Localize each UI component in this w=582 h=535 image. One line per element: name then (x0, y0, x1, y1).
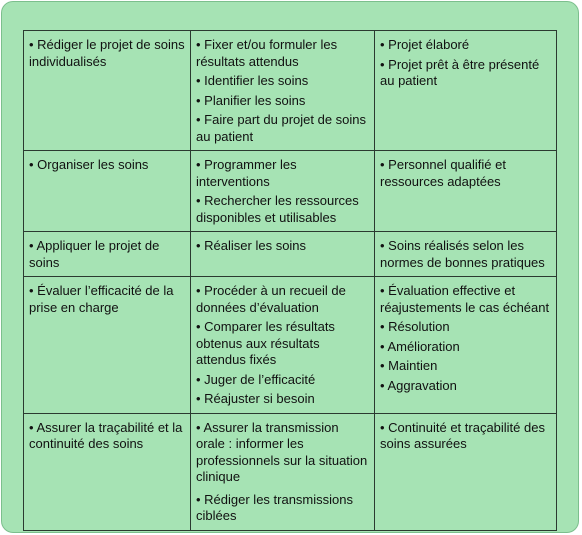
action-cell (24, 413, 191, 530)
list-item: • Maintien (380, 358, 438, 373)
means-cell (191, 151, 375, 232)
results-cell (375, 151, 557, 232)
list-item: • Soins réalisés selon les normes de bonnes pratiques (380, 238, 545, 270)
list-item: • Rechercher les ressources disponibles et utilisables (196, 193, 359, 225)
list-item: • Personnel qualifié et ressources adaptées (380, 157, 506, 189)
list-item: • Identifier les soins (196, 73, 309, 88)
means-cell (191, 277, 375, 414)
table-row (24, 413, 557, 530)
table-row (24, 277, 557, 414)
list-item: • Faire part du projet de soins au patient (196, 112, 367, 144)
means-cell (191, 31, 375, 151)
results-cell (375, 277, 557, 414)
action-cell (24, 31, 191, 151)
action-cell (24, 232, 191, 277)
list-item: • Résolution (380, 319, 450, 334)
care-process-table (23, 30, 557, 531)
list-item: • Planifier les soins (196, 92, 306, 108)
green-panel (1, 1, 579, 533)
table-row (24, 31, 557, 151)
list-item: • Comparer les résultats obtenus aux résultats attendus fixés (196, 319, 335, 367)
list-item: • Projet prêt à être présenté au patient (380, 56, 540, 88)
list-item: • Juger de l’efficacité (196, 371, 316, 387)
list-item: • Réajuster si besoin (196, 391, 315, 406)
list-item: • Organiser les soins (29, 157, 149, 172)
list-item: • Rédiger le projet de soins individualisés (29, 37, 185, 69)
list-item: • Programmer les interventions (196, 157, 297, 189)
list-item: • Projet élaboré (380, 37, 470, 52)
list-item: • Procéder à un recueil de données d’évaluation (196, 283, 346, 315)
means-cell (191, 413, 375, 530)
list-item: • Appliquer le projet de soins (29, 238, 160, 270)
action-cell (24, 277, 191, 414)
list-item: • Rédiger les transmissions ciblées (196, 491, 353, 523)
list-item: • Assurer la transmission orale : informer les professionnels sur la situation clinique (196, 419, 368, 484)
list-item: • Aggravation (380, 377, 457, 393)
action-cell (24, 151, 191, 232)
list-item: • Évaluer l’efficacité de la prise en charge (29, 283, 174, 315)
list-item: • Amélioration (380, 338, 460, 354)
means-cell (191, 232, 375, 277)
results-cell (375, 232, 557, 277)
table-row (24, 151, 557, 232)
results-cell (375, 31, 557, 151)
list-item: • Réaliser les soins (196, 238, 307, 253)
list-item: • Assurer la traçabilité et la continuité des soins (29, 419, 183, 451)
list-item: • Continuité et traçabilité des soins assurées (380, 419, 545, 451)
list-item: • Fixer et/ou formuler les résultats attendus (196, 37, 338, 69)
table-row (24, 232, 557, 277)
results-cell (375, 413, 557, 530)
list-item: • Évaluation effective et réajustements le cas échéant (380, 283, 550, 315)
